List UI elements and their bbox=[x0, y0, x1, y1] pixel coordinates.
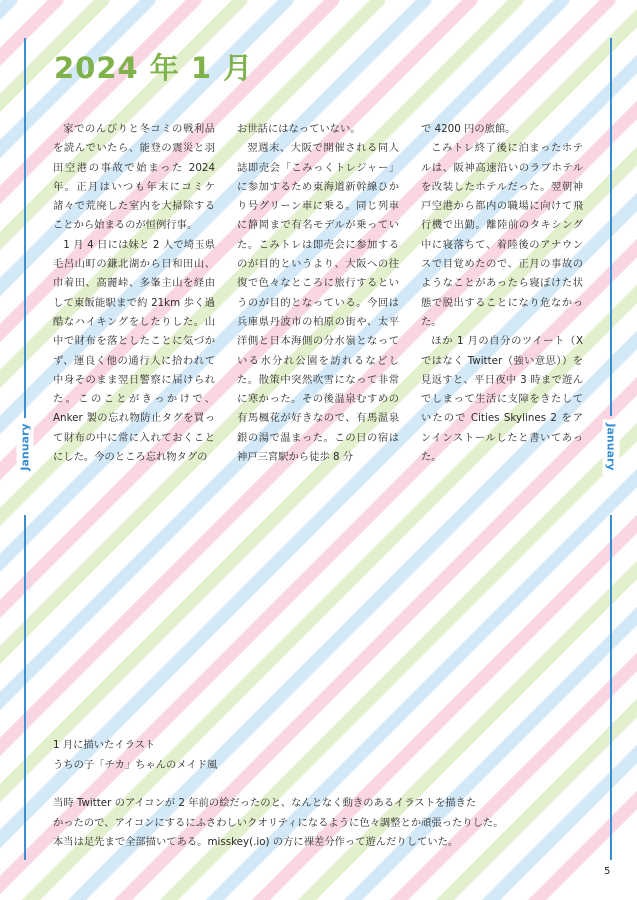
right-margin-rule bbox=[610, 38, 612, 416]
note-line: 本当は足先まで全部描いてある。misskey(.io) の方に裸差分作って遊んだりしていた。 bbox=[53, 836, 459, 848]
text-column-3 bbox=[421, 120, 583, 467]
note-line: かったので、アイコンにするにふさわしいクオリティになるように色々調整とか頑張ったりした。 bbox=[53, 816, 504, 829]
paragraph: 1 月 4 日には妹と 2 人で埼玉県毛呂山町の鎌北湖から日和田山、巾着田、高麗峠、多峯主山を経由して東飯能駅まで約 21km 歩く過酷なハイキングをしたりした。山中で財布を落としたことに気づかず、運良く他の通行人に拾われて中身そのまま翌日警察に届けられた。このことがきっかけで、Anker 製の忘れ物防止タグを買って財布の中に常に入れておくことにした。今のところ忘れ物タグの bbox=[53, 238, 215, 464]
paragraph-continuation: お世話にはなっていない。 bbox=[237, 123, 361, 135]
illustration-note bbox=[53, 794, 504, 853]
page-number: 5 bbox=[604, 866, 611, 877]
page-title: 2024 年 1 月 bbox=[54, 51, 254, 85]
caption-line: うちの子「チカ」ちゃんのメイド風 bbox=[53, 758, 218, 771]
text-column-2 bbox=[237, 120, 399, 467]
paragraph-continuation: で 4200 円の旅館。 bbox=[421, 123, 516, 135]
note-line: 当時 Twitter のアイコンが 2 年前の絵だったのと、なんとなく動きのあるイラストを描きた bbox=[53, 797, 477, 809]
paragraph: ほか 1 月の自分のツイート（X ではなく Twitter（強い意思））を見返すと、平日夜中 3 時まで遊んでしまって生活に支障をきたしていたので Cities Skylines 2 をアンインストールしたと書いてあった。 bbox=[421, 335, 583, 464]
left-margin-rule bbox=[24, 515, 26, 860]
side-month-label-left: January bbox=[17, 419, 34, 474]
side-month-label-right: January bbox=[603, 419, 620, 474]
left-margin-rule bbox=[24, 38, 26, 418]
caption-line: 1 月に描いたイラスト bbox=[53, 739, 156, 751]
paragraph: 家でのんびりと冬コミの戦利品を読んでいたら、能登の震災と羽田空港の事故で始まった 2024 年。正月はいつも年末にコミケ諸々で荒廃した室内を大掃除することから始まるのが恒例行事。 bbox=[53, 123, 215, 232]
illustration-caption bbox=[53, 736, 217, 775]
right-margin-rule bbox=[610, 515, 612, 860]
paragraph: 翌週末、大阪で開催される同人誌即売会「こみっくトレジャー」に参加するため東海道新幹線ひかり号グリーン車に乗る。同じ列車に静岡まで有名モデルが乗っていた。こみトレは即売会に参加するのが目的というより、大阪への往復で色々なところに旅行するというのが目的となっている。今回は兵庫県丹波市の柏原の街や、太平洋側と日本海側の分水嶺となっている水分れ公園を訪れるなどした。散策中突然吹雪になって非常に寒かった。その後温泉むすめの有馬楓花が好きなので、有馬温泉銀の湯で温まった。この日の宿は神戸三宮駅から徒歩 8 分 bbox=[237, 142, 399, 464]
paragraph: こみトレ終了後に泊まったホテルは、阪神高速沿いのラブホテルを改装したホテルだった。翌朝神戸空港から都内の職場に向けて飛行機で出勤。離陸前のタキシング中に寝落ちて、着陸後のアナウンスで目覚めたので、正月の事故のようなことがあったら寝ぼけた状態で脱出することになり危なかった。 bbox=[421, 142, 583, 328]
text-column-1 bbox=[53, 120, 215, 467]
